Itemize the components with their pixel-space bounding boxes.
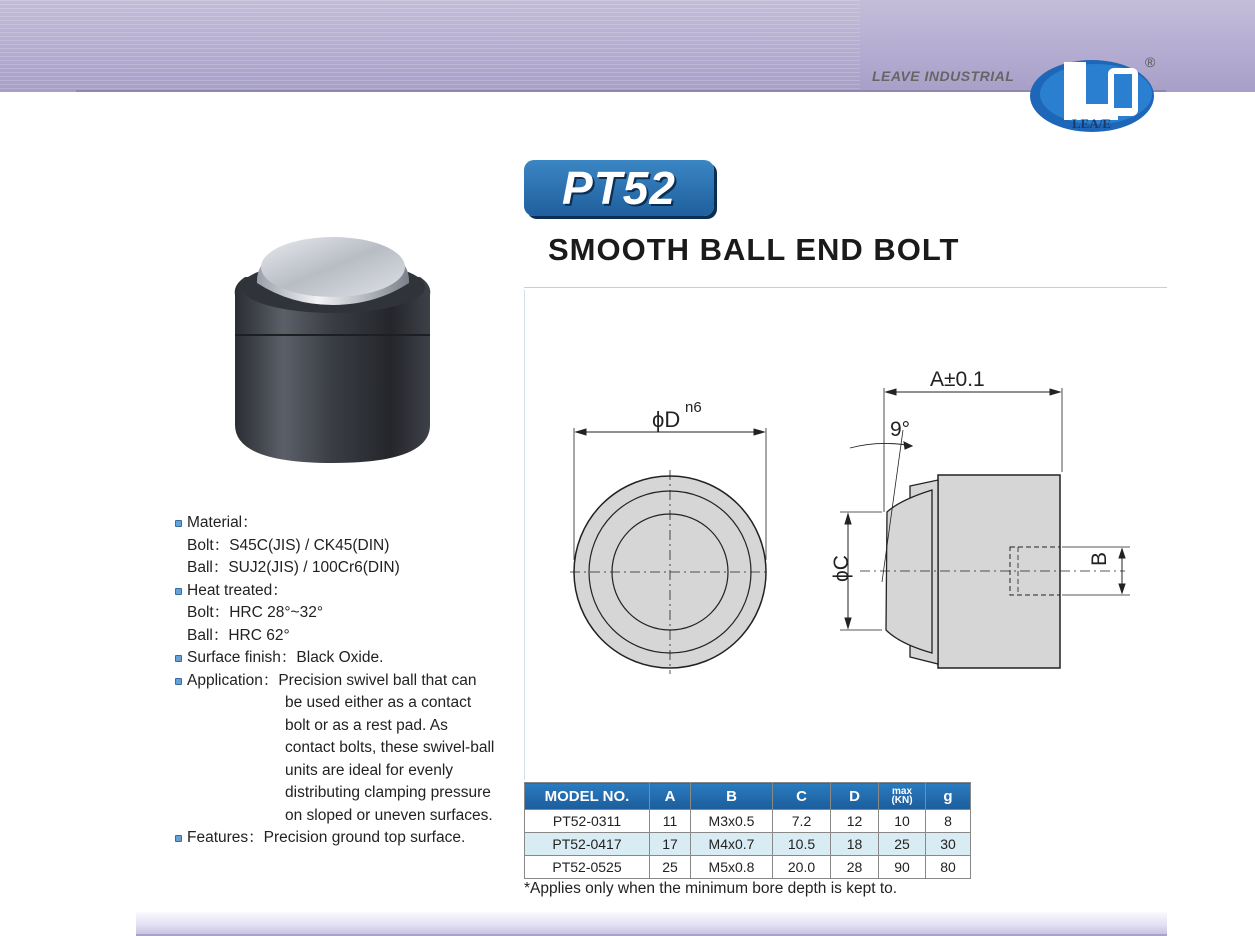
spec-application-line: units are ideal for evenly — [285, 761, 454, 779]
leave-logo — [1030, 56, 1164, 136]
technical-drawing — [540, 360, 1160, 680]
col-model: MODEL NO. — [525, 783, 650, 810]
logo-text: LEA/E — [1072, 116, 1112, 131]
angle-label: 9° — [890, 418, 911, 441]
header-rule — [76, 90, 1166, 92]
bullet-icon — [175, 588, 182, 595]
spec-material: Material： — [175, 512, 494, 535]
spec-table — [524, 782, 971, 879]
col-g: g — [926, 783, 971, 810]
product-photo — [225, 225, 440, 465]
footer-band — [136, 912, 1167, 936]
dim-d-superscript: n6 — [685, 399, 702, 416]
bullet-icon — [175, 520, 182, 527]
spec-application-line: bolt or as a rest pad. As — [285, 716, 448, 734]
model-badge — [524, 160, 714, 216]
col-max: max (KN) — [879, 783, 926, 810]
section-divider — [524, 290, 525, 780]
title-divider — [524, 287, 1167, 288]
header-stripes — [0, 0, 860, 92]
spec-surface: Surface finish：Black Oxide. — [175, 647, 494, 670]
bullet-icon — [175, 678, 182, 685]
model-number: PT52 — [562, 162, 676, 214]
spec-application-line: be used either as a contact — [285, 694, 472, 711]
spec-material-bolt: Bolt：S45C(JIS) / CK45(DIN) — [187, 536, 390, 554]
table-row: PT52-0311 11 M3x0.5 7.2 12 10 8 — [525, 810, 971, 833]
registered-mark: ® — [1145, 54, 1156, 70]
front-view — [570, 428, 770, 674]
spec-heat-ball: Ball：HRC 62° — [187, 626, 290, 644]
footnote: *Applies only when the minimum bore depth is kept to. — [524, 880, 898, 897]
spec-material-ball: Ball：SUJ2(JIS) / 100Cr6(DIN) — [187, 559, 400, 576]
spec-heat-bolt: Bolt：HRC 28°~32° — [187, 604, 324, 621]
bullet-icon — [175, 835, 182, 842]
side-view — [840, 388, 1130, 668]
bullet-icon — [175, 655, 182, 662]
spec-application: Application：Precision swivel ball that can — [175, 670, 494, 693]
table-row: PT52-0417 17 M4x0.7 10.5 18 25 30 — [525, 833, 971, 856]
product-title: SMOOTH BALL END BOLT — [548, 232, 960, 267]
dim-a-label: A±0.1 — [930, 368, 985, 391]
brand-name: LEAVE INDUSTRIAL — [872, 68, 1015, 84]
dim-b-label: B — [1088, 551, 1111, 566]
col-d: D — [831, 783, 879, 810]
dim-c-label: ϕC — [830, 555, 853, 582]
col-c: C — [773, 783, 831, 810]
spec-application-line: distributing clamping pressure — [285, 784, 491, 801]
spec-application-line: contact bolts, these swivel-ball — [285, 739, 495, 756]
col-a: A — [650, 783, 691, 810]
spec-heat: Heat treated： — [175, 580, 494, 603]
table-row: PT52-0525 25 M5x0.8 20.0 28 90 80 — [525, 856, 971, 879]
col-b: B — [691, 783, 773, 810]
spec-list — [175, 512, 494, 850]
spec-application-line: on sloped or uneven surfaces. — [285, 806, 493, 824]
table-header-row — [525, 783, 971, 810]
dim-d-label: ϕD — [652, 407, 681, 432]
spec-features: Features：Precision ground top surface. — [175, 827, 494, 850]
